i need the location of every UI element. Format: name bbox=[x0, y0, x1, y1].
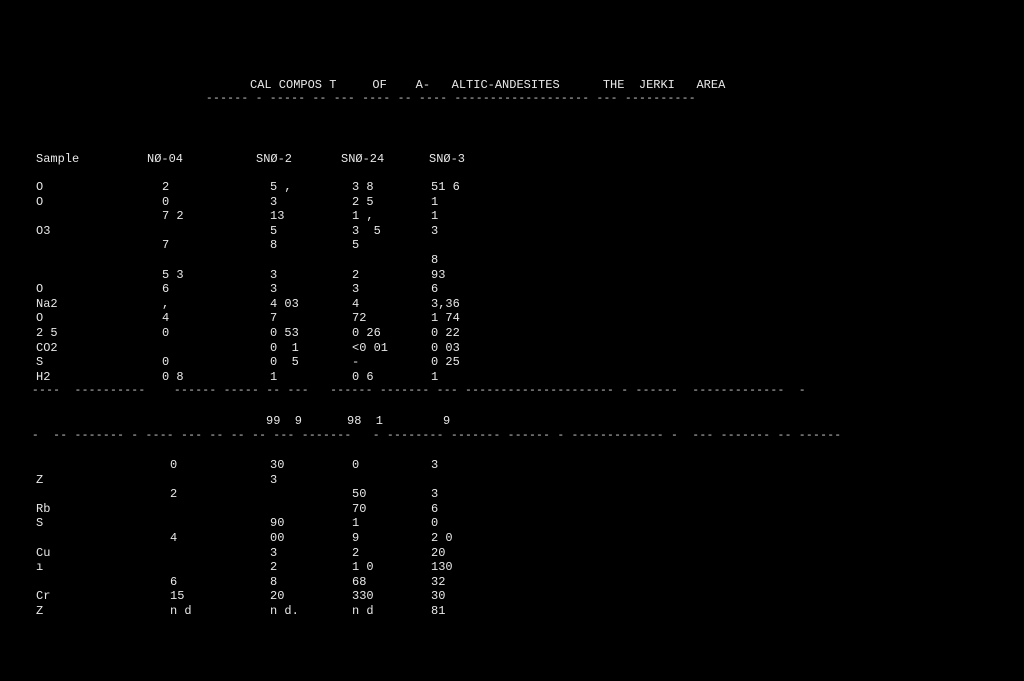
cell-c4: 130 bbox=[431, 560, 453, 575]
row-label: Cr bbox=[36, 589, 51, 604]
cell-c2: 8 bbox=[270, 238, 278, 253]
cell-c4: 6 bbox=[431, 282, 439, 297]
cell-c3: 2 bbox=[352, 267, 360, 282]
cell-c2: 90 bbox=[270, 516, 285, 531]
separator-line-2: - -- ------- - ---- --- -- -- -- --- ------- - -------- ------- ------ - ------------- - --- ------- -- ------ bbox=[32, 430, 842, 442]
cell-c4: 1 bbox=[431, 209, 439, 224]
cell-c4: 3 bbox=[431, 223, 439, 238]
cell-c1: 2 bbox=[162, 180, 170, 194]
header-col-4: SNØ-3 bbox=[429, 152, 466, 166]
cell-c2: 30 bbox=[270, 458, 285, 472]
cell-c3: 9 bbox=[352, 531, 360, 545]
cell-c3: <0 01 bbox=[352, 340, 389, 355]
cell-c2: 5 , bbox=[270, 180, 292, 194]
cell-c2: 3 bbox=[270, 282, 278, 297]
cell-c1: 0 bbox=[162, 355, 170, 370]
total-col-2: 99 9 bbox=[266, 414, 303, 428]
cell-c3: 70 bbox=[352, 501, 367, 516]
cell-c2: 0 5 bbox=[270, 355, 299, 370]
cell-c2: 3 bbox=[270, 472, 278, 487]
cell-c1: 5 3 bbox=[162, 267, 184, 282]
cell-c2: 2 bbox=[270, 560, 278, 575]
cell-c1: 0 bbox=[170, 458, 178, 472]
cell-c1: , bbox=[162, 296, 170, 311]
cell-c2: 0 53 bbox=[270, 326, 299, 340]
cell-c1: 0 8 bbox=[162, 369, 184, 384]
cell-c4: 3 bbox=[431, 487, 439, 502]
cell-c1: 0 bbox=[162, 194, 170, 209]
cell-c4: 81 bbox=[431, 604, 446, 618]
cell-c3: 0 bbox=[352, 458, 360, 472]
cell-c3: 50 bbox=[352, 487, 367, 502]
row-label: Z bbox=[36, 472, 44, 487]
cell-c4: 3,36 bbox=[431, 296, 460, 311]
header-col-3: SNØ-24 bbox=[341, 152, 385, 166]
cell-c2: 0 1 bbox=[270, 340, 299, 355]
cell-c4: 0 25 bbox=[431, 355, 460, 370]
cell-c3: 2 5 bbox=[352, 194, 374, 209]
cell-c3: 0 26 bbox=[352, 326, 381, 340]
row-label: Rb bbox=[36, 501, 51, 516]
cell-c3: 1 bbox=[352, 516, 360, 531]
cell-c4: 2 0 bbox=[431, 531, 453, 545]
cell-c3: 1 0 bbox=[352, 560, 374, 575]
cell-c3: 2 bbox=[352, 545, 360, 560]
cell-c4: 0 03 bbox=[431, 340, 460, 355]
row-label: CO2 bbox=[36, 340, 58, 355]
cell-c3: 4 bbox=[352, 296, 360, 311]
cell-c1: n d bbox=[170, 604, 192, 618]
separator-line-1: ---- ---------- ------ ----- -- --- ------ ------- --- --------------------- - ------ ------------- - bbox=[32, 385, 807, 397]
cell-c4: 20 bbox=[431, 545, 446, 560]
total-col-3: 98 1 bbox=[347, 414, 384, 428]
total-col-4: 9 bbox=[443, 414, 451, 428]
row-label: O bbox=[36, 180, 44, 194]
cell-c3: 3 8 bbox=[352, 180, 374, 194]
cell-c4: 93 bbox=[431, 267, 446, 282]
cell-c4: 51 6 bbox=[431, 180, 460, 194]
cell-c2: 13 bbox=[270, 209, 285, 224]
cell-c1: 6 bbox=[162, 282, 170, 297]
cell-c2: 8 bbox=[270, 574, 278, 589]
cell-c3: 330 bbox=[352, 589, 374, 604]
row-label: 2 5 bbox=[36, 326, 58, 340]
cell-c3: 3 5 bbox=[352, 223, 381, 238]
cell-c4: 8 bbox=[431, 253, 439, 267]
cell-c1: 15 bbox=[170, 589, 185, 604]
row-label: ı bbox=[36, 560, 44, 575]
cell-c2: 20 bbox=[270, 589, 285, 604]
cell-c3: 3 bbox=[352, 282, 360, 297]
row-label: Cu bbox=[36, 545, 51, 560]
row-label: S bbox=[36, 355, 44, 370]
cell-c4: 3 bbox=[431, 458, 439, 472]
cell-c1: 4 bbox=[170, 531, 178, 545]
cell-c3: n d bbox=[352, 604, 374, 618]
row-label: Z bbox=[36, 604, 44, 618]
cell-c4: 0 bbox=[431, 516, 439, 531]
row-label: O bbox=[36, 194, 44, 209]
cell-c4: 30 bbox=[431, 589, 446, 604]
cell-c2: 3 bbox=[270, 267, 278, 282]
cell-c2: n d. bbox=[270, 604, 299, 618]
cell-c1: 7 2 bbox=[162, 209, 184, 224]
row-label: O3 bbox=[36, 223, 51, 238]
cell-c4: 1 bbox=[431, 369, 439, 384]
cell-c3: 68 bbox=[352, 574, 367, 589]
cell-c4: 1 bbox=[431, 194, 439, 209]
cell-c2: 5 bbox=[270, 223, 278, 238]
row-label: O bbox=[36, 282, 44, 297]
cell-c1: 6 bbox=[170, 574, 178, 589]
cell-c3: 72 bbox=[352, 311, 367, 326]
table-title: CAL COMPOS T OF A- ALTIC-ANDESITES THE JERKI AREA bbox=[250, 78, 726, 92]
header-sample-label: Sample bbox=[36, 152, 80, 166]
cell-c1: 4 bbox=[162, 311, 170, 326]
cell-c2: 1 bbox=[270, 369, 278, 384]
cell-c3: 0 6 bbox=[352, 369, 374, 384]
row-label: Na2 bbox=[36, 296, 58, 311]
header-col-1: NØ-04 bbox=[147, 152, 184, 166]
cell-c4: 0 22 bbox=[431, 326, 460, 340]
cell-c1: 7 bbox=[162, 238, 170, 253]
cell-c4: 32 bbox=[431, 574, 446, 589]
cell-c2: 3 bbox=[270, 545, 278, 560]
row-label: O bbox=[36, 311, 44, 326]
cell-c3: 5 bbox=[352, 238, 360, 253]
cell-c2: 3 bbox=[270, 194, 278, 209]
cell-c2: 4 03 bbox=[270, 296, 299, 311]
cell-c4: 6 bbox=[431, 501, 439, 516]
cell-c1: 0 bbox=[162, 326, 170, 340]
row-label: H2 bbox=[36, 369, 51, 384]
cell-c2: 00 bbox=[270, 531, 285, 545]
row-label: S bbox=[36, 516, 44, 531]
cell-c3: - bbox=[352, 355, 360, 370]
cell-c4: 1 74 bbox=[431, 311, 460, 326]
header-col-2: SNØ-2 bbox=[256, 152, 293, 166]
cell-c2: 7 bbox=[270, 311, 278, 326]
cell-c1: 2 bbox=[170, 487, 178, 502]
title-underline: ------ - ----- -- --- ---- -- ---- ------------------- --- ---------- bbox=[206, 93, 696, 105]
cell-c3: 1 , bbox=[352, 209, 374, 224]
